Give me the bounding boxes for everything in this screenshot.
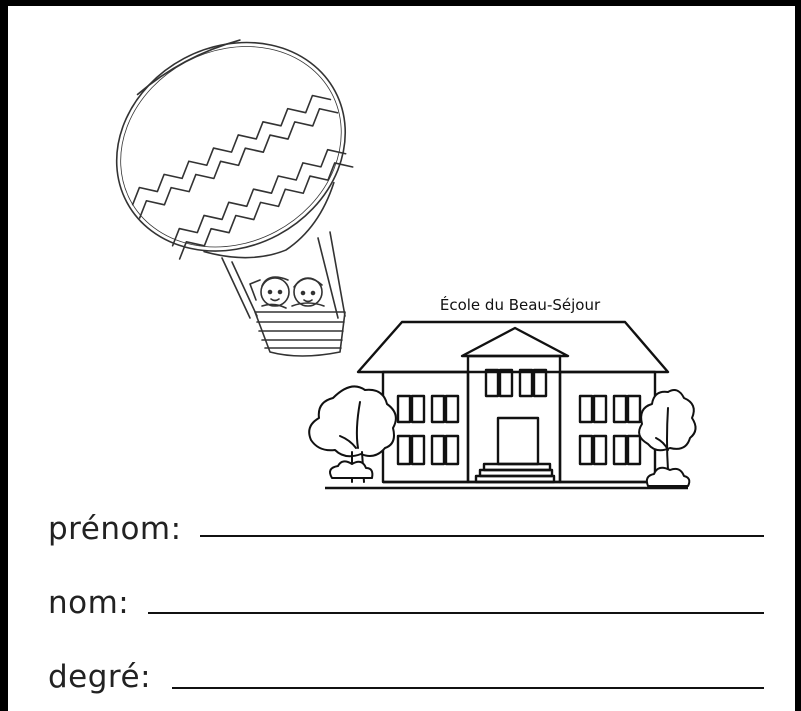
school-name: École du Beau-Séjour [439,296,601,314]
grade-label: degré: [48,659,152,695]
first-name-input-line[interactable] [200,535,764,537]
first-name-field [48,511,182,547]
last-name-input-line[interactable] [148,612,764,614]
grade-input-line[interactable] [172,687,764,689]
grade-field [48,659,152,695]
last-name-label: nom: [48,585,130,621]
first-name-label: prénom: [48,511,182,547]
last-name-field [48,585,130,621]
hot-air-balloon-illustration [80,3,390,356]
